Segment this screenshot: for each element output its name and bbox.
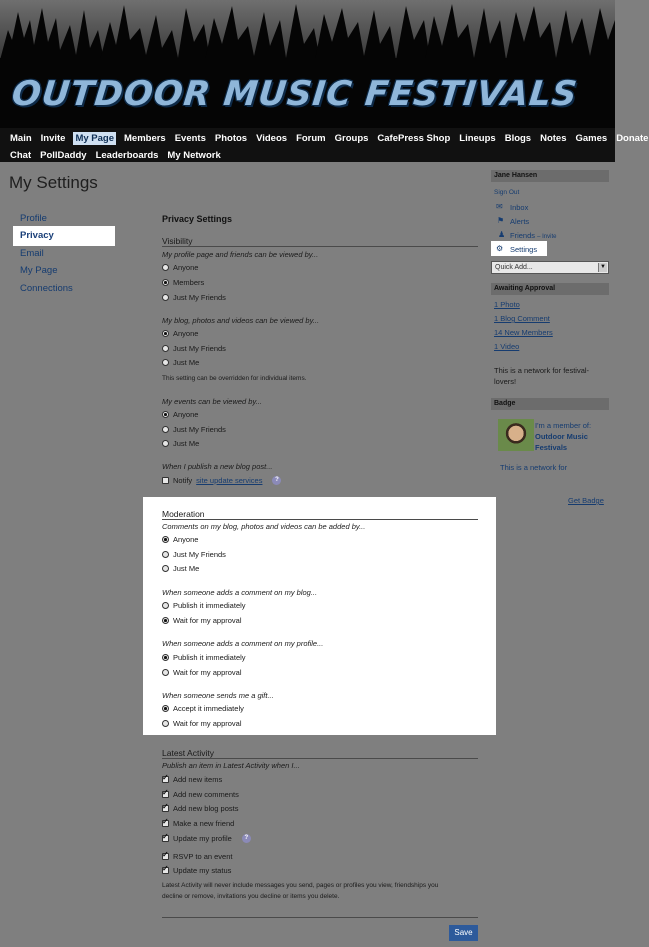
user-name-header: Jane Hansen [491,170,609,182]
option-label: Just My Friends [173,425,226,434]
nav-item-videos[interactable]: Videos [256,133,288,144]
option-label: Update my profile [173,834,232,843]
nav-item-photos[interactable]: Photos [214,133,248,144]
network-description-2: lovers! [494,377,517,386]
visibility-profile-question: My profile page and friends can be viewed by... [162,250,319,259]
menu-item-my-page[interactable]: My Page [20,265,58,276]
checkbox-option[interactable] [162,866,231,875]
awaiting-photo-link[interactable]: 1 Photo [494,300,520,309]
nav-item-events[interactable]: Events [174,133,206,144]
radio-button[interactable] [162,536,169,543]
inbox-link[interactable]: Inbox [510,203,529,212]
radio-button[interactable] [162,602,169,609]
badge-avatar[interactable] [498,419,534,451]
nav-row-2 [9,149,222,162]
badge-line: Outdoor Music [535,432,588,441]
radio-button[interactable] [162,565,169,572]
nav-item-members[interactable]: Members [124,133,166,144]
radio-option[interactable] [162,535,198,544]
friends-icon: ♟ [498,230,506,239]
option-label: Add new items [173,775,223,784]
site-banner [0,0,615,128]
settings-link[interactable]: Settings [510,245,538,254]
option-label: Just Me [173,439,200,448]
nav-row-1 [9,132,649,145]
radio-button[interactable] [162,279,169,286]
menu-item-email[interactable]: Email [20,248,44,259]
radio-button[interactable] [162,294,169,301]
visibility-blog-question: My blog, photos and videos can be viewed by... [162,316,320,325]
badge-line: Festivals [535,443,568,452]
nav-item-cafepress-shop[interactable]: CafePress Shop [377,133,451,144]
checkbox-option[interactable] [162,804,238,813]
moderation-title: Moderation [162,509,205,519]
override-note: This setting can be overridden for individual items. [162,375,307,382]
nav-item-chat[interactable]: Chat [10,150,32,161]
option-label: Wait for my approval [173,668,242,677]
checkbox[interactable] [162,791,169,798]
site-update-services-link[interactable]: site update services [196,476,263,485]
radio-option[interactable] [162,704,244,713]
awaiting-approval-header: Awaiting Approval [491,283,609,295]
nav-item-my-network[interactable]: My Network [167,150,221,161]
nav-item-games[interactable]: Games [575,133,608,144]
checkbox[interactable] [162,835,169,842]
nav-item-leaderboards[interactable]: Leaderboards [95,150,159,161]
get-badge-link[interactable]: Get Badge [568,496,604,505]
radio-option[interactable] [162,439,199,448]
moderation-blog-question: When someone adds a comment on my blog... [162,588,318,597]
menu-item-profile[interactable]: Profile [20,213,47,224]
radio-button[interactable] [162,654,169,661]
nav-item-forum[interactable]: Forum [296,133,326,144]
badge-text[interactable] [535,420,591,453]
visibility-blogpost-question: When I publish a new blog post... [162,462,273,471]
checkbox-option[interactable] [162,834,251,843]
option-label: Add new comments [173,790,239,799]
radio-option[interactable] [162,278,204,287]
sign-out-link[interactable]: Sign Out [494,189,520,196]
badge-header: Badge [491,398,609,410]
divider [162,519,478,520]
radio-option[interactable] [162,410,198,419]
network-description-1: This is a network for festival- [494,366,590,375]
inbox-icon: ✉ [496,202,503,211]
radio-button[interactable] [162,330,169,337]
checkbox[interactable] [162,867,169,874]
menu-item-connections[interactable]: Connections [20,283,73,294]
checkbox[interactable] [162,776,169,783]
radio-button[interactable] [162,617,169,624]
nav-item-donate[interactable]: Donate [616,133,649,144]
checkbox[interactable] [162,853,169,860]
radio-option[interactable] [162,616,242,625]
nav-item-invite[interactable]: Invite [40,133,66,144]
checkbox-option[interactable] [162,819,234,828]
divider [162,758,478,759]
option-label: Publish it immediately [173,601,246,610]
radio-button[interactable] [162,720,169,727]
chevron-down-icon[interactable]: ▼ [598,263,607,272]
option-label: Add new blog posts [173,804,239,813]
radio-option[interactable] [162,719,242,728]
nav-item-blogs[interactable]: Blogs [504,133,532,144]
radio-option[interactable] [162,263,198,272]
alerts-icon: ⚑ [497,216,505,225]
moderation-comments-question: Comments on my blog, photos and videos can be added by... [162,522,366,531]
privacy-settings-heading: Privacy Settings [162,214,233,224]
radio-button[interactable] [162,264,169,271]
option-label: Just My Friends [173,344,226,353]
checkbox[interactable] [162,805,169,812]
nav-item-lineups[interactable]: Lineups [459,133,496,144]
awaiting-blog-comment-link[interactable]: 1 Blog Comment [494,314,550,323]
option-label: Publish it immediately [173,653,246,662]
option-label: Accept it immediately [173,704,244,713]
help-icon[interactable]: ? [242,834,251,843]
radio-option[interactable] [162,601,246,610]
radio-option[interactable] [162,329,198,338]
option-label: Just Me [173,358,200,367]
radio-button[interactable] [162,705,169,712]
help-icon[interactable]: ? [272,476,281,485]
radio-option[interactable] [162,668,242,677]
friends-label: Friends [510,231,536,240]
visibility-title: Visibility [162,236,193,246]
radio-button[interactable] [162,359,169,366]
divider [162,246,478,247]
latest-activity-title: Latest Activity [162,748,214,758]
checkbox-option[interactable] [162,790,239,799]
option-label: Wait for my approval [173,616,242,625]
option-label: Update my status [173,866,232,875]
page-title: My Settings [9,173,98,192]
option-label: RSVP to an event [173,852,233,861]
option-label: Just My Friends [173,550,226,559]
radio-button[interactable] [162,551,169,558]
save-button[interactable]: Save [449,925,478,941]
badge-line: I'm a member of: [535,421,592,430]
radio-option[interactable] [162,564,199,573]
option-label: Make a new friend [173,819,235,828]
radio-button[interactable] [162,440,169,447]
checkbox[interactable] [162,820,169,827]
option-label: Wait for my approval [173,719,242,728]
radio-option[interactable] [162,425,226,434]
moderation-gift-question: When someone sends me a gift... [162,691,274,700]
visibility-events-question: My events can be viewed by... [162,397,262,406]
radio-button[interactable] [162,426,169,433]
quick-add-label: Quick Add... [495,264,533,271]
notify-label: Notify [173,476,193,485]
divider [162,917,478,918]
option-label: Members [173,278,205,287]
nav-item-notes[interactable]: Notes [540,133,567,144]
radio-option[interactable] [162,358,199,367]
invite-link[interactable]: – Invite [537,234,557,240]
notify-checkbox[interactable] [162,477,169,484]
quick-add-select[interactable] [491,261,609,274]
radio-button[interactable] [162,669,169,676]
checkbox-option[interactable] [162,852,232,861]
radio-option[interactable] [162,344,226,353]
awaiting-members-link[interactable]: 14 New Members [494,328,553,337]
nav-item-groups[interactable]: Groups [334,133,369,144]
awaiting-video-link[interactable]: 1 Video [494,342,520,351]
option-label: Anyone [173,329,199,338]
friends-link[interactable] [510,231,556,240]
nav-item-polldaddy[interactable]: PollDaddy [40,150,87,161]
radio-button[interactable] [162,411,169,418]
latest-activity-note-1: Latest Activity will never include messages you send, pages or profiles you view, friendships you [162,882,439,889]
radio-button[interactable] [162,345,169,352]
option-label: Just My Friends [173,293,226,302]
radio-option[interactable] [162,293,226,302]
badge-tagline: This is a network for [500,463,568,472]
option-label: Anyone [173,263,199,272]
option-label: Anyone [173,410,199,419]
gear-icon: ⚙ [496,244,504,253]
checkbox-option[interactable] [162,775,222,784]
latest-activity-question: Publish an item in Latest Activity when I... [162,761,300,770]
option-label: Just Me [173,564,200,573]
nav-item-my-page[interactable]: My Page [75,133,114,144]
radio-option[interactable] [162,653,246,662]
latest-activity-note-2: decline or remove, invitations you decline or items you delete. [162,893,340,900]
alerts-link[interactable]: Alerts [510,217,530,226]
menu-item-privacy[interactable]: Privacy [13,226,115,246]
moderation-profile-question: When someone adds a comment on my profile... [162,639,324,648]
radio-option[interactable] [162,550,226,559]
notify-option[interactable] [162,476,281,485]
banner-title: OUTDOOR MUSIC FESTIVALS [9,74,580,114]
option-label: Anyone [173,535,199,544]
nav-item-main[interactable]: Main [10,133,32,144]
